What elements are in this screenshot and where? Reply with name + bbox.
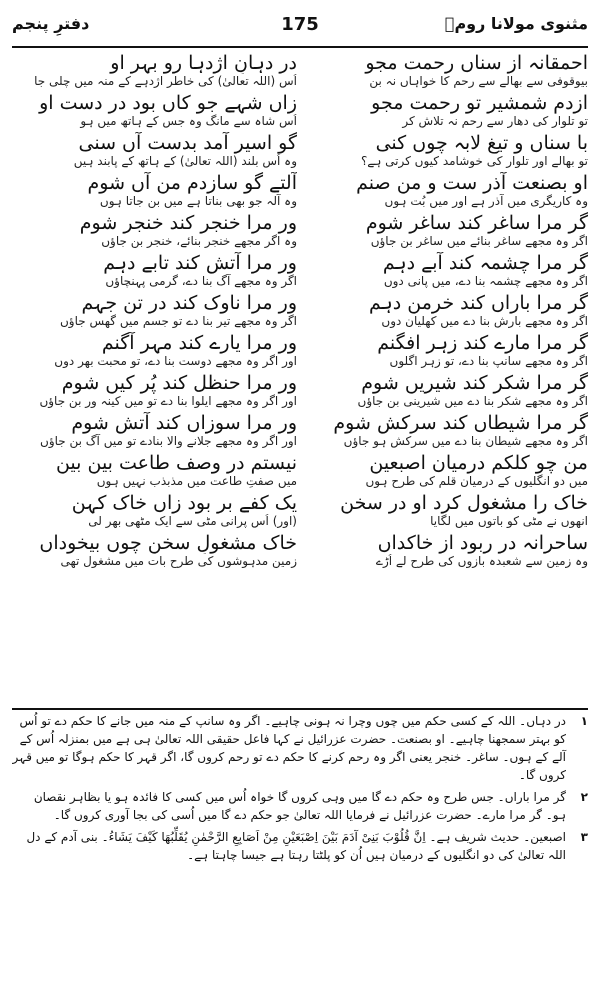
couplet xyxy=(12,332,297,368)
persian-verse: خاک مشغولِ سخن چوں بیخوداں xyxy=(39,532,297,554)
footnotes-section xyxy=(12,712,588,868)
persian-verse: گر مرا ساغر کند ساغر شوم xyxy=(365,212,588,234)
persian-verse: گر مرا شکر کند شیریں شوم xyxy=(361,372,588,394)
left-verse-column xyxy=(12,52,297,702)
urdu-translation: وہ زمین سے شعبدہ بازوں کی طرح لے اُڑے xyxy=(375,554,588,568)
urdu-translation: اگر وہ مجھے ساغر بنائے میں ساغر بن جاؤں xyxy=(370,234,588,248)
footnote-marker: ۱ xyxy=(580,714,588,728)
persian-verse: زاں شہے جو کاں بود در دست او xyxy=(39,92,297,114)
couplet xyxy=(12,452,297,488)
couplet xyxy=(12,172,297,208)
persian-verse: ور مرا خنجر کند خنجر شوم xyxy=(79,212,297,234)
urdu-translation: اور اگر وہ مجھے جلانے والا بنادے تو میں آگ بن جاؤں xyxy=(40,434,297,448)
persian-verse: من چو کلکم درمیان اصبعین xyxy=(369,452,588,474)
couplet xyxy=(12,52,297,88)
couplet xyxy=(12,532,297,568)
urdu-translation: وہ آلہ جو بھی بناتا ہے میں بن جاتا ہوں xyxy=(99,194,297,208)
couplet xyxy=(12,372,297,408)
urdu-translation: تو تلوار کی دھار سے رحم نہ تلاش کر xyxy=(402,114,588,128)
urdu-translation: وہ اگر مجھے خنجر بنائے، خنجر بن جاؤں xyxy=(101,234,297,248)
couplet xyxy=(303,332,588,368)
footnote-marker: ۳ xyxy=(580,830,588,844)
verse-body xyxy=(12,52,588,702)
couplet xyxy=(12,212,297,248)
couplet xyxy=(12,92,297,128)
urdu-translation: وہ اُس بلند (اللہ تعالیٰ) کے ہاتھ کے پابند ہیں xyxy=(73,154,297,168)
couplet xyxy=(303,292,588,328)
footnote xyxy=(12,788,588,824)
persian-verse: ازدم شمشیر تو رحمت مجو xyxy=(371,92,588,114)
couplet xyxy=(12,412,297,448)
urdu-translation: (اور) اُس پرانی مٹی سے ایک مٹھی بھر لی xyxy=(88,514,297,528)
urdu-translation: انھوں نے مٹی کو باتوں میں لگایا xyxy=(430,514,588,528)
couplet xyxy=(303,212,588,248)
persian-verse: گر مرا باراں کند خرمن دہم xyxy=(368,292,588,314)
footnote xyxy=(12,712,588,784)
couplet xyxy=(303,412,588,448)
footnote xyxy=(12,828,588,864)
persian-verse: گر مرا چشمہ کند آبے دہم xyxy=(382,252,588,274)
footnote-text: در دہاں۔ اللہ کے کسی حکم میں چوں وچرا نہ ہونی چاہیے۔ اگر وہ سانپ کے منہ میں جانے کا حکم دے تو اُس کو بہتر سمجھنا چاہیے۔ او بصنعت۔ حضرت عزرائیل نے کہا فاعل حقیقی اللہ تعالیٰ ہی ہے میں بمنزلہ اُس کے آلے کے ہوں۔ ساغر۔ خنجر یعنی اگر وہ رحم کرنے کا حکم دے تو رحم کروں گا، اگر قہر کا حکم ہوگا تو میں قہر کروں گا۔ xyxy=(12,714,566,782)
couplet xyxy=(303,92,588,128)
page-header xyxy=(12,8,588,48)
urdu-translation: اور اگر وہ مجھے ایلوا بنا دے تو میں کینہ ور بن جاؤں xyxy=(39,394,297,408)
header-divider xyxy=(12,46,588,48)
couplet xyxy=(303,52,588,88)
page-number: 175 xyxy=(281,14,319,35)
persian-verse: او بصنعت آذر ست و من صنم xyxy=(356,172,588,194)
book-title: مثنوی مولانا رومؒ xyxy=(444,14,588,33)
footnote-text: اصبعین۔ حدیث شریف ہے۔ اِنَّ قُلُوْبَ بَنِیْ آدَمَ بَیْنَ اِصْبَعَیْنِ مِنْ اَصَابِعِ الرَّحْمٰنِ یُقَلِّبُھَا کَیْفَ یَشَاءُ۔ بنی آدم کے دل اللہ تعالیٰ کی دو انگلیوں کے درمیان ہیں اُن کو پلٹتا رہتا ہے جیسا چاہتا ہے۔ xyxy=(26,830,566,862)
urdu-translation: اُس شاہ سے مانگ وہ جس کے ہاتھ میں ہو xyxy=(80,114,297,128)
persian-verse: ور مرا حنظل کند پُر کیں شوم xyxy=(61,372,297,394)
urdu-translation: اُس (اللہ تعالیٰ) کی خاطر اژدہے کے منہ میں چلی جا xyxy=(34,74,297,88)
urdu-translation: اگر وہ مجھے آگ بنا دے، گرمی پہنچاؤں xyxy=(105,274,297,288)
couplet xyxy=(12,292,297,328)
urdu-translation: بیوقوفی سے بھالے سے رحم کا خواہاں نہ بن xyxy=(369,74,588,88)
urdu-translation: میں صفتِ طاعت میں مذبذب نہیں ہوں xyxy=(96,474,297,488)
urdu-translation: اگر وہ مجھے بارش بنا دے میں کھلیان دوں xyxy=(381,314,588,328)
right-verse-column xyxy=(303,52,588,702)
persian-verse: یک کفے بر بود زاں خاک کہن xyxy=(71,492,297,514)
urdu-translation: اگر وہ مجھے سانپ بنا دے، تو زہر اگلوں xyxy=(389,354,588,368)
urdu-translation: اگر وہ مجھے چشمہ بنا دے، میں پانی دوں xyxy=(383,274,588,288)
urdu-translation: اگر وہ مجھے شیطان بنا دے میں سرکش ہو جاؤں xyxy=(343,434,588,448)
couplet xyxy=(12,252,297,288)
footnote-marker: ۲ xyxy=(580,790,588,804)
persian-verse: گو اسیر آمد بدست آں سنی xyxy=(78,132,297,154)
couplet xyxy=(12,492,297,528)
persian-verse: ور مرا یارے کند مہر آگنم xyxy=(101,332,297,354)
footnote-text: گر مرا باراں۔ جس طرح وہ حکم دے گا میں وہی کروں گا خواہ اُس میں کسی کا فائدہ ہو یا بظاہر نقصان ہو۔ گر مرا مارے۔ حضرت عزرائیل نے فرمایا اللہ تعالیٰ جو حکم دے گا میں اُسی کی بجا آوری کروں گا۔ xyxy=(33,790,566,822)
persian-verse: در دہانِ اژدہا رو بہر او xyxy=(110,52,297,74)
persian-verse: ور مرا سوزاں کند آتش شوم xyxy=(71,412,297,434)
urdu-translation: زمین مدہوشوں کی طرح بات میں مشغول تھی xyxy=(60,554,297,568)
persian-verse: احمقانہ از سناں رحمت مجو xyxy=(365,52,588,74)
persian-verse: نیستم در وصف طاعت بین بین xyxy=(55,452,297,474)
volume-title: دفترِ پنجم xyxy=(12,14,90,33)
couplet xyxy=(303,252,588,288)
urdu-translation: تو بھالے اور تلوار کی خوشامد کیوں کرتی ہے؟ xyxy=(360,154,588,168)
urdu-translation: اور اگر وہ مجھے دوست بنا دے، تو محبت بھر دوں xyxy=(54,354,297,368)
couplet xyxy=(303,452,588,488)
persian-verse: گر مرا شیطاں کند سرکش شوم xyxy=(333,412,588,434)
couplet xyxy=(12,132,297,168)
urdu-translation: میں دو انگلیوں کے درمیان قلم کی طرح ہوں xyxy=(365,474,588,488)
couplet xyxy=(303,132,588,168)
couplet xyxy=(303,492,588,528)
persian-verse: ور مرا آتش کند تابے دہم xyxy=(103,252,297,274)
persian-verse: خاک را مشغول کرد او در سخن xyxy=(340,492,588,514)
persian-verse: ساحرانہ در ربود از خاکداں xyxy=(377,532,588,554)
couplet xyxy=(303,532,588,568)
urdu-translation: اگر وہ مجھے شکر بنا دے میں شیرینی بن جاؤں xyxy=(357,394,588,408)
persian-verse: ور مرا ناوک کند در تن جہم xyxy=(81,292,297,314)
persian-verse: گر مرا مارے کند زہر افگنم xyxy=(377,332,588,354)
urdu-translation: اگر وہ مجھے تیر بنا دے تو جسم میں گھس جاؤں xyxy=(59,314,297,328)
couplet xyxy=(303,172,588,208)
couplet xyxy=(303,372,588,408)
persian-verse: با سناں و تیغ لابہ چوں کنی xyxy=(375,132,588,154)
persian-verse: آلتے گو سازدم من آں شوم xyxy=(87,172,297,194)
footnotes-divider xyxy=(12,708,588,710)
urdu-translation: وہ کاریگری میں آذر ہے اور میں بُت ہوں xyxy=(384,194,588,208)
